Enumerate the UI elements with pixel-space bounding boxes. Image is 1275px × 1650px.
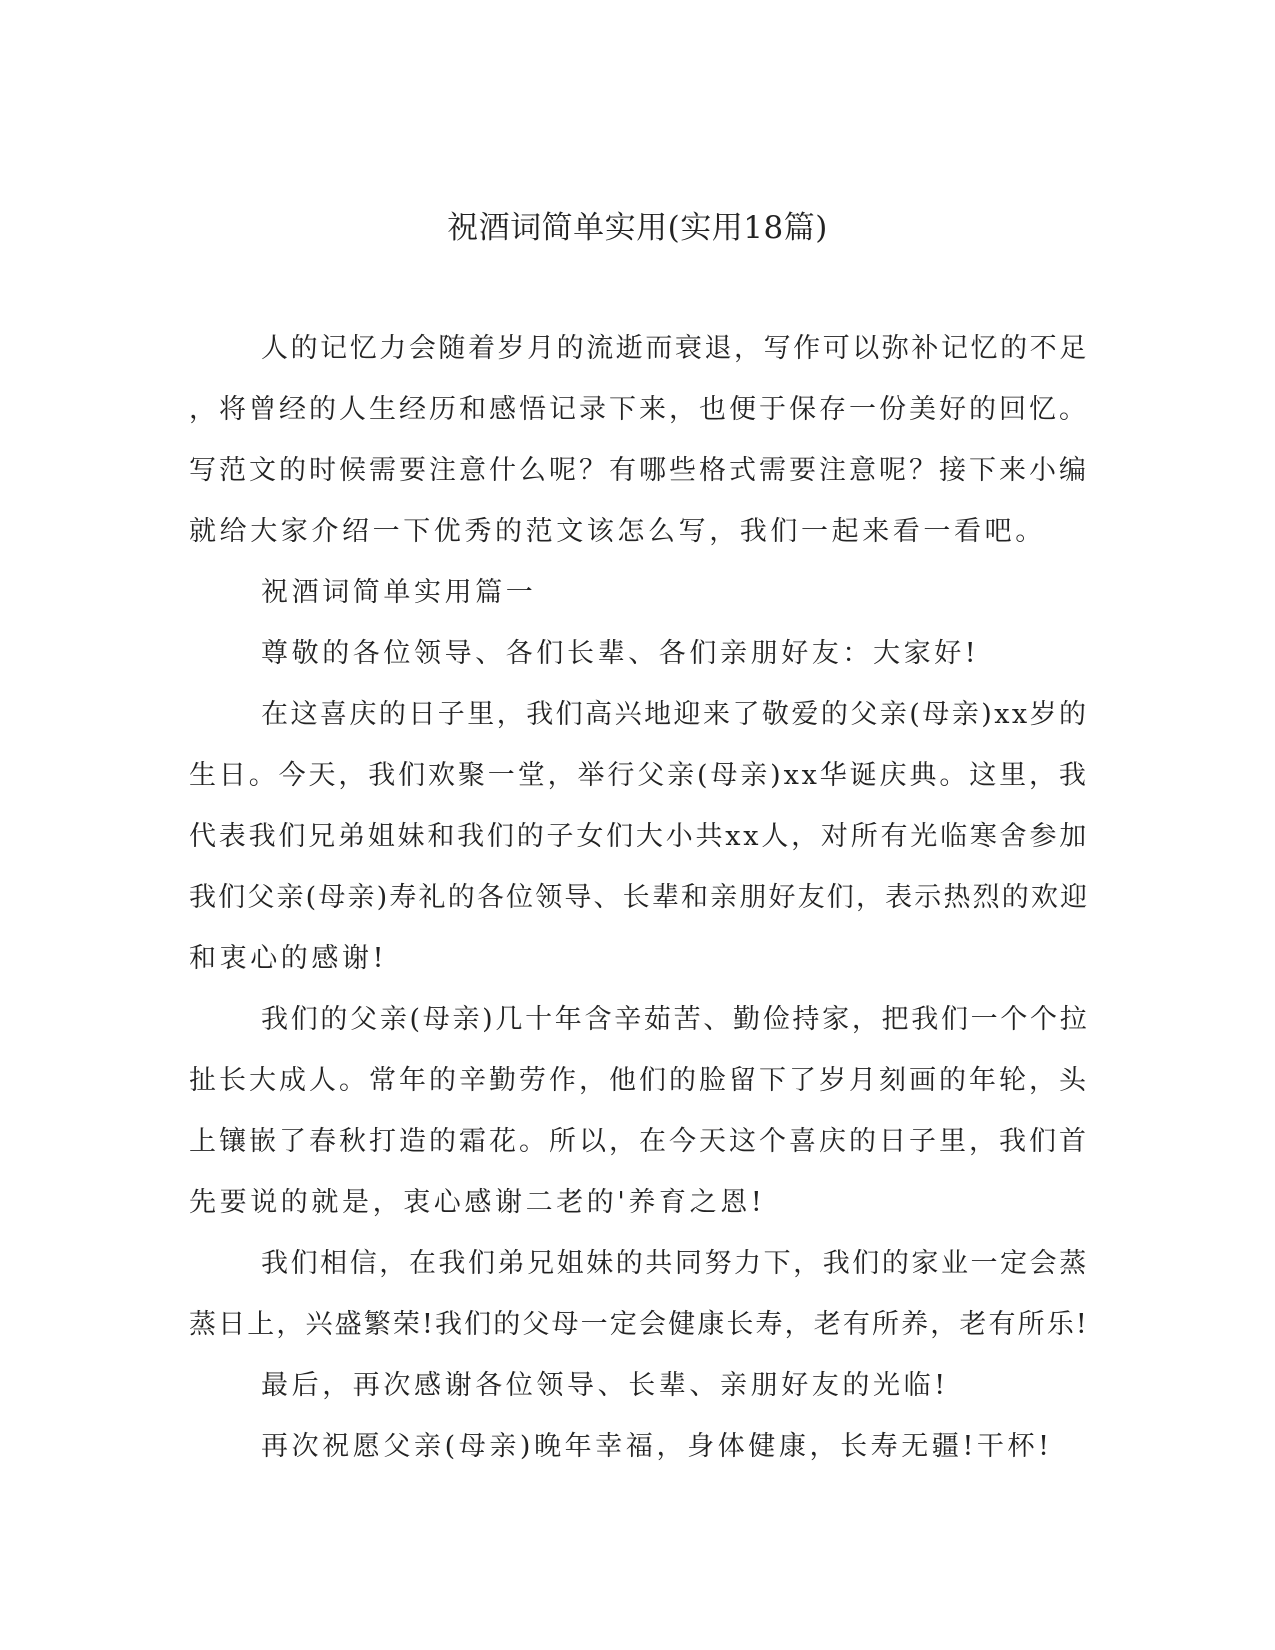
document-body (189, 327, 1089, 1486)
text-line: 人的记忆力会随着岁月的流逝而衰退，写作可以弥补记忆的不足 (261, 333, 1089, 364)
text-line: ，将曾经的人生经历和感悟记录下来，也便于保存一份美好的回忆。 (189, 394, 1089, 425)
text-line: 我们父亲(母亲)寿礼的各位领导、长辈和亲朋好友们，表示热烈的欢迎 (189, 882, 1090, 913)
document-title: 祝酒词简单实用(实用18篇) (447, 210, 828, 246)
text-line: 生日。今天，我们欢聚一堂，举行父亲(母亲)xx华诞庆典。这里，我 (189, 760, 1089, 791)
text-line: 上镶嵌了春秋打造的霜花。所以，在今天这个喜庆的日子里，我们首 (189, 1126, 1089, 1157)
text-line: 最后，再次感谢各位领导、长辈、亲朋好友的光临! (261, 1370, 949, 1401)
text-line: 和衷心的感谢! (189, 943, 388, 974)
text-line: 我们的父亲(母亲)几十年含辛茹苦、勤俭持家，把我们一个个拉 (261, 1004, 1090, 1035)
text-line: 代表我们兄弟姐妹和我们的子女们大小共xx人，对所有光临寒舍参加 (189, 821, 1090, 852)
text-line: 先要说的就是，衷心感谢二老的'养育之恩! (189, 1187, 766, 1218)
text-line: 祝酒词简单实用篇一 (261, 577, 537, 608)
text-line: 扯长大成人。常年的辛勤劳作，他们的脸留下了岁月刻画的年轮，头 (189, 1065, 1089, 1096)
text-line: 写范文的时候需要注意什么呢？有哪些格式需要注意呢？接下来小编 (189, 455, 1089, 486)
text-line: 在这喜庆的日子里，我们高兴地迎来了敬爱的父亲(母亲)xx岁的 (261, 699, 1089, 730)
text-line: 我们相信，在我们弟兄姐妹的共同努力下，我们的家业一定会蒸 (261, 1248, 1089, 1279)
text-line: 再次祝愿父亲(母亲)晚年幸福，身体健康，长寿无疆!干杯! (261, 1431, 1053, 1462)
text-line: 蒸日上，兴盛繁荣!我们的父母一定会健康长寿，老有所养，老有所乐! (189, 1309, 1089, 1340)
text-line: 就给大家介绍一下优秀的范文该怎么写，我们一起来看一看吧。 (189, 516, 1046, 547)
text-line: 尊敬的各位领导、各们长辈、各们亲朋好友：大家好! (261, 638, 980, 669)
